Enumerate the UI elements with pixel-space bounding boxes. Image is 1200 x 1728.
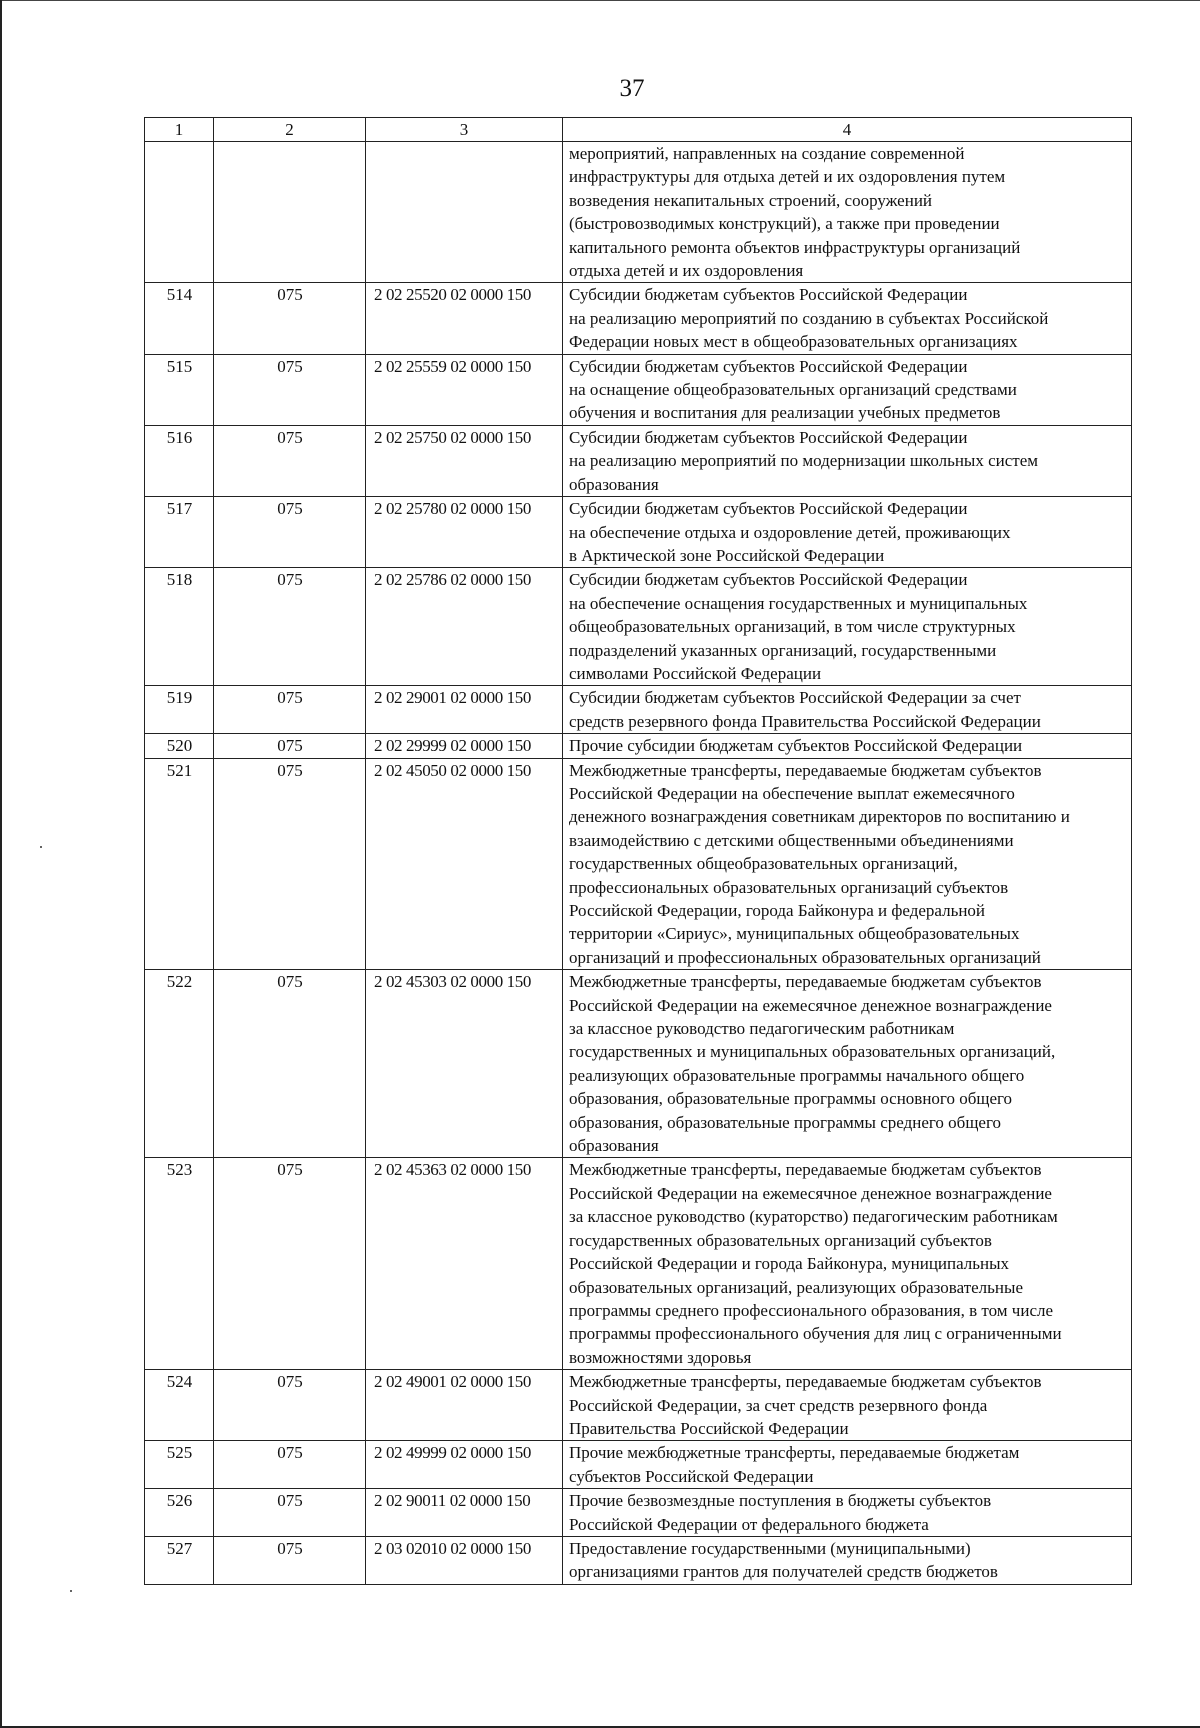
row-number-cell: 521 [145,758,214,970]
table-row [145,283,1132,354]
description-cell: Субсидии бюджетам субъектов Российской Федерации на реализацию мероприятий по модернизации школьных систем образования [563,425,1132,496]
budget-code-cell: 2 02 45363 02 0000 150 [366,1158,563,1370]
column-header-3: 3 [366,118,563,142]
row-number-cell: 516 [145,425,214,496]
budget-codes-table [144,117,1132,1585]
admin-code-cell: 075 [214,734,366,758]
row-number-cell: 522 [145,970,214,1158]
row-number-cell: 520 [145,734,214,758]
description-cell: Межбюджетные трансферты, передаваемые бюджетам субъектов Российской Федерации на обеспечение выплат ежемесячного денежного вознаграждения советникам директоров по воспитанию и взаимодействию с детскими общественными объединениями государственных общеобразовательных организаций, профессиональных образовательных организаций субъектов Российской Федерации, города Байконура и федеральной территории «Сириус», муниципальных общеобразовательных организаций и профессиональных образовательных организаций [563,758,1132,970]
row-number-cell: 514 [145,283,214,354]
table-row [145,425,1132,496]
table-row [145,1158,1132,1370]
table-row [145,758,1132,970]
row-number-cell [145,142,214,283]
table-body [145,142,1132,1585]
scan-speck [40,846,42,848]
admin-code-cell: 075 [214,283,366,354]
table-row [145,1536,1132,1584]
admin-code-cell [214,142,366,283]
column-header-1: 1 [145,118,214,142]
description-cell: Межбюджетные трансферты, передаваемые бюджетам субъектов Российской Федерации на ежемесячное денежное вознаграждение за классное руководство педагогическим работникам государственных и муниципальных образовательных организаций, реализующих образовательные программы начального общего образования, образовательные программы основного общего образования, образовательные программы среднего общего образования [563,970,1132,1158]
table-header-row [145,118,1132,142]
table-row [145,142,1132,283]
scan-speck [70,1590,72,1592]
table-row [145,1489,1132,1537]
admin-code-cell: 075 [214,1441,366,1489]
admin-code-cell: 075 [214,1370,366,1441]
budget-code-cell: 2 02 49001 02 0000 150 [366,1370,563,1441]
description-cell: мероприятий, направленных на создание современной инфраструктуры для отдыха детей и их оздоровления путем возведения некапитальных строений, сооружений (быстровозводимых конструкций), а также при проведении капитального ремонта объектов инфраструктуры организаций отдыха детей и их оздоровления [563,142,1132,283]
table-row [145,970,1132,1158]
description-cell: Межбюджетные трансферты, передаваемые бюджетам субъектов Российской Федерации, за счет средств резервного фонда Правительства Российской Федерации [563,1370,1132,1441]
row-number-cell: 523 [145,1158,214,1370]
budget-code-cell: 2 03 02010 02 0000 150 [366,1536,563,1584]
budget-code-cell [366,142,563,283]
column-header-4: 4 [563,118,1132,142]
table-row [145,568,1132,686]
admin-code-cell: 075 [214,970,366,1158]
description-cell: Субсидии бюджетам субъектов Российской Федерации за счет средств резервного фонда Правительства Российской Федерации [563,686,1132,734]
table-row [145,1370,1132,1441]
admin-code-cell: 075 [214,1536,366,1584]
page-frame-top [0,0,1200,1]
budget-code-cell: 2 02 45050 02 0000 150 [366,758,563,970]
budget-code-cell: 2 02 25559 02 0000 150 [366,354,563,425]
table-row [145,686,1132,734]
row-number-cell: 527 [145,1536,214,1584]
page-number: 37 [619,75,645,102]
budget-code-cell: 2 02 25750 02 0000 150 [366,425,563,496]
admin-code-cell: 075 [214,758,366,970]
budget-code-cell: 2 02 29999 02 0000 150 [366,734,563,758]
budget-code-cell: 2 02 45303 02 0000 150 [366,970,563,1158]
admin-code-cell: 075 [214,1489,366,1537]
description-cell: Прочие межбюджетные трансферты, передаваемые бюджетам субъектов Российской Федерации [563,1441,1132,1489]
column-header-2: 2 [214,118,366,142]
budget-code-cell: 2 02 25780 02 0000 150 [366,497,563,568]
admin-code-cell: 075 [214,354,366,425]
row-number-cell: 524 [145,1370,214,1441]
budget-code-cell: 2 02 25520 02 0000 150 [366,283,563,354]
description-cell: Предоставление государственными (муниципальными) организациями грантов для получателей средств бюджетов [563,1536,1132,1584]
admin-code-cell: 075 [214,568,366,686]
table-row [145,354,1132,425]
budget-code-cell: 2 02 49999 02 0000 150 [366,1441,563,1489]
admin-code-cell: 075 [214,425,366,496]
budget-code-cell: 2 02 29001 02 0000 150 [366,686,563,734]
page-frame-left [0,0,2,1728]
description-cell: Субсидии бюджетам субъектов Российской Федерации на обеспечение оснащения государственных и муниципальных общеобразовательных организаций, в том числе структурных подразделений указанных организаций, государственными символами Российской Федерации [563,568,1132,686]
description-cell: Субсидии бюджетам субъектов Российской Федерации на оснащение общеобразовательных организаций средствами обучения и воспитания для реализации учебных предметов [563,354,1132,425]
admin-code-cell: 075 [214,686,366,734]
row-number-cell: 526 [145,1489,214,1537]
admin-code-cell: 075 [214,497,366,568]
budget-code-cell: 2 02 25786 02 0000 150 [366,568,563,686]
row-number-cell: 525 [145,1441,214,1489]
row-number-cell: 519 [145,686,214,734]
description-cell: Субсидии бюджетам субъектов Российской Федерации на реализацию мероприятий по созданию в субъектах Российской Федерации новых мест в общеобразовательных организациях [563,283,1132,354]
description-cell: Субсидии бюджетам субъектов Российской Федерации на обеспечение отдыха и оздоровление детей, проживающих в Арктической зоне Российской Федерации [563,497,1132,568]
table-row [145,497,1132,568]
table-row [145,734,1132,758]
row-number-cell: 518 [145,568,214,686]
row-number-cell: 515 [145,354,214,425]
description-cell: Прочие субсидии бюджетам субъектов Российской Федерации [563,734,1132,758]
budget-code-cell: 2 02 90011 02 0000 150 [366,1489,563,1537]
table-row [145,1441,1132,1489]
description-cell: Прочие безвозмездные поступления в бюджеты субъектов Российской Федерации от федерального бюджета [563,1489,1132,1537]
admin-code-cell: 075 [214,1158,366,1370]
description-cell: Межбюджетные трансферты, передаваемые бюджетам субъектов Российской Федерации на ежемесячное денежное вознаграждение за классное руководство (кураторство) педагогическим работникам государственных образовательных организаций субъектов Российской Федерации и города Байконура, муниципальных образовательных организаций, реализующих образовательные программы среднего профессионального образования, в том числе программы профессионального обучения для лиц с ограниченными возможностями здоровья [563,1158,1132,1370]
row-number-cell: 517 [145,497,214,568]
